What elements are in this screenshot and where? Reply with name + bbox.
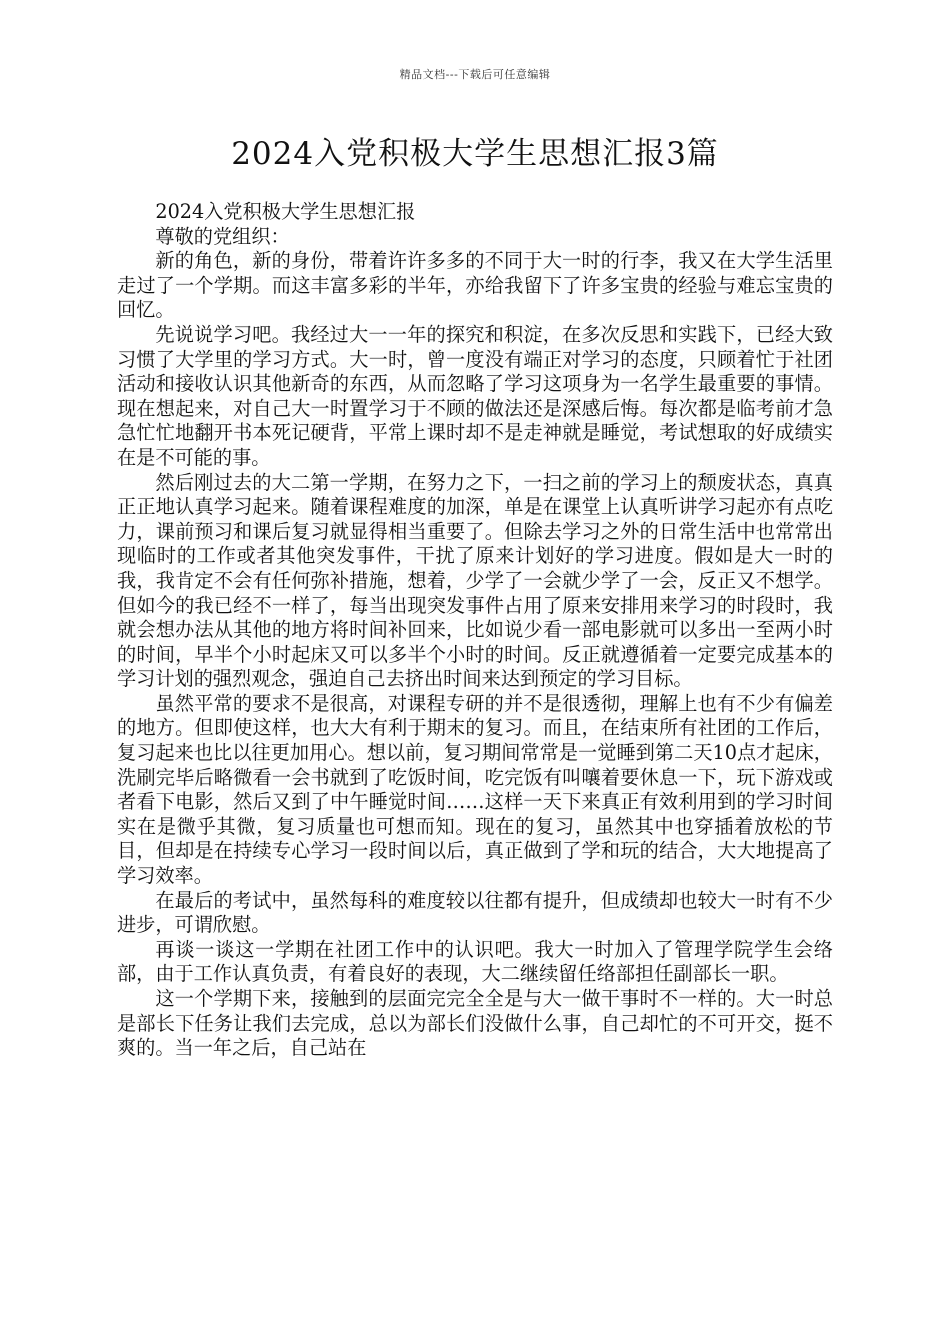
paragraph: 在最后的考试中，虽然每科的难度较以往都有提升，但成绩却也较大一时有不少进步，可谓欣慰。 — [117, 888, 833, 937]
document-subtitle: 2024入党积极大学生思想汇报 — [155, 200, 416, 223]
paragraph: 再谈一谈这一学期在社团工作中的认识吧。我大一时加入了管理学院学生会络部，由于工作认真负责，有着良好的表现，大二继续留任络部担任副部长一职。 — [117, 937, 833, 986]
document-title: 2024入党积极大学生思想汇报3篇 — [231, 136, 719, 172]
header-note: 精品文档---下载后可任意编辑 — [399, 68, 551, 81]
document-body — [117, 200, 833, 1061]
paragraph: 然后刚过去的大二第一学期，在努力之下，一扫之前的学习上的颓废状态，真真正正地认真学习起来。随着课程难度的加深，单是在课堂上认真听讲学习起亦有点吃力，课前预习和课后复习就显得相当重要了。但除去学习之外的日常生活中也常常出现临时的工作或者其他突发事件，干扰了原来计划好的学习进度。假如是大一时的我，我肯定不会有任何弥补措施，想着，少学了一会就少学了一会，反正又不想学。但如今的我已经不一样了，每当出现突发事件占用了原来安排用来学习的时段时，我就会想办法从其他的地方将时间补回来，比如说少看一部电影就可以多出一至两小时的时间，早半个小时起床又可以多半个小时的时间。反正就遵循着一定要完成基本的学习计划的强烈观念，强迫自己去挤出时间来达到预定的学习目标。 — [117, 470, 833, 691]
salutation: 尊敬的党组织： — [155, 224, 290, 248]
paragraph: 先说说学习吧。我经过大一一年的探究和积淀，在多次反思和实践下，已经大致习惯了大学里的学习方式。大一时，曾一度没有端正对学习的态度，只顾着忙于社团活动和接收认识其他新奇的东西，从而忽略了学习这项身为一名学生最重要的事情。现在想起来，对自己大一时置学习于不顾的做法还是深感后悔。每次都是临考前才急急忙忙地翻开书本死记硬背，平常上课时却不是走神就是睡觉，考试想取的好成绩实在是不可能的事。 — [117, 322, 833, 469]
paragraph: 虽然平常的要求不是很高，对课程专研的并不是很透彻，理解上也有不少有偏差的地方。但即使这样，也大大有利于期末的复习。而且，在结束所有社团的工作后，复习起来也比以往更加用心。想以前，复习期间常常是一觉睡到第二天10点才起床，洗刷完毕后略微看一会书就到了吃饭时间，吃完饭有叫嚷着要休息一下，玩下游戏或者看下电影，然后又到了中午睡觉时间……这样一天下来真正有效利用到的学习时间实在是微乎其微，复习质量也可想而知。现在的复习，虽然其中也穿插着放松的节目，但却是在持续专心学习一段时间以后，真正做到了学和玩的结合，大大地提高了学习效率。 — [117, 691, 833, 888]
paragraph: 新的角色，新的身份，带着许许多多的不同于大一时的行李，我又在大学生活里走过了一个学期。而这丰富多彩的半年，亦给我留下了许多宝贵的经验与难忘宝贵的回忆。 — [117, 249, 833, 322]
paragraph: 这一个学期下来，接触到的层面完完全全是与大一做干事时不一样的。大一时总是部长下任务让我们去完成，总以为部长们没做什么事，自己却忙的不可开交，挺不爽的。当一年之后，自己站在 — [117, 987, 833, 1060]
